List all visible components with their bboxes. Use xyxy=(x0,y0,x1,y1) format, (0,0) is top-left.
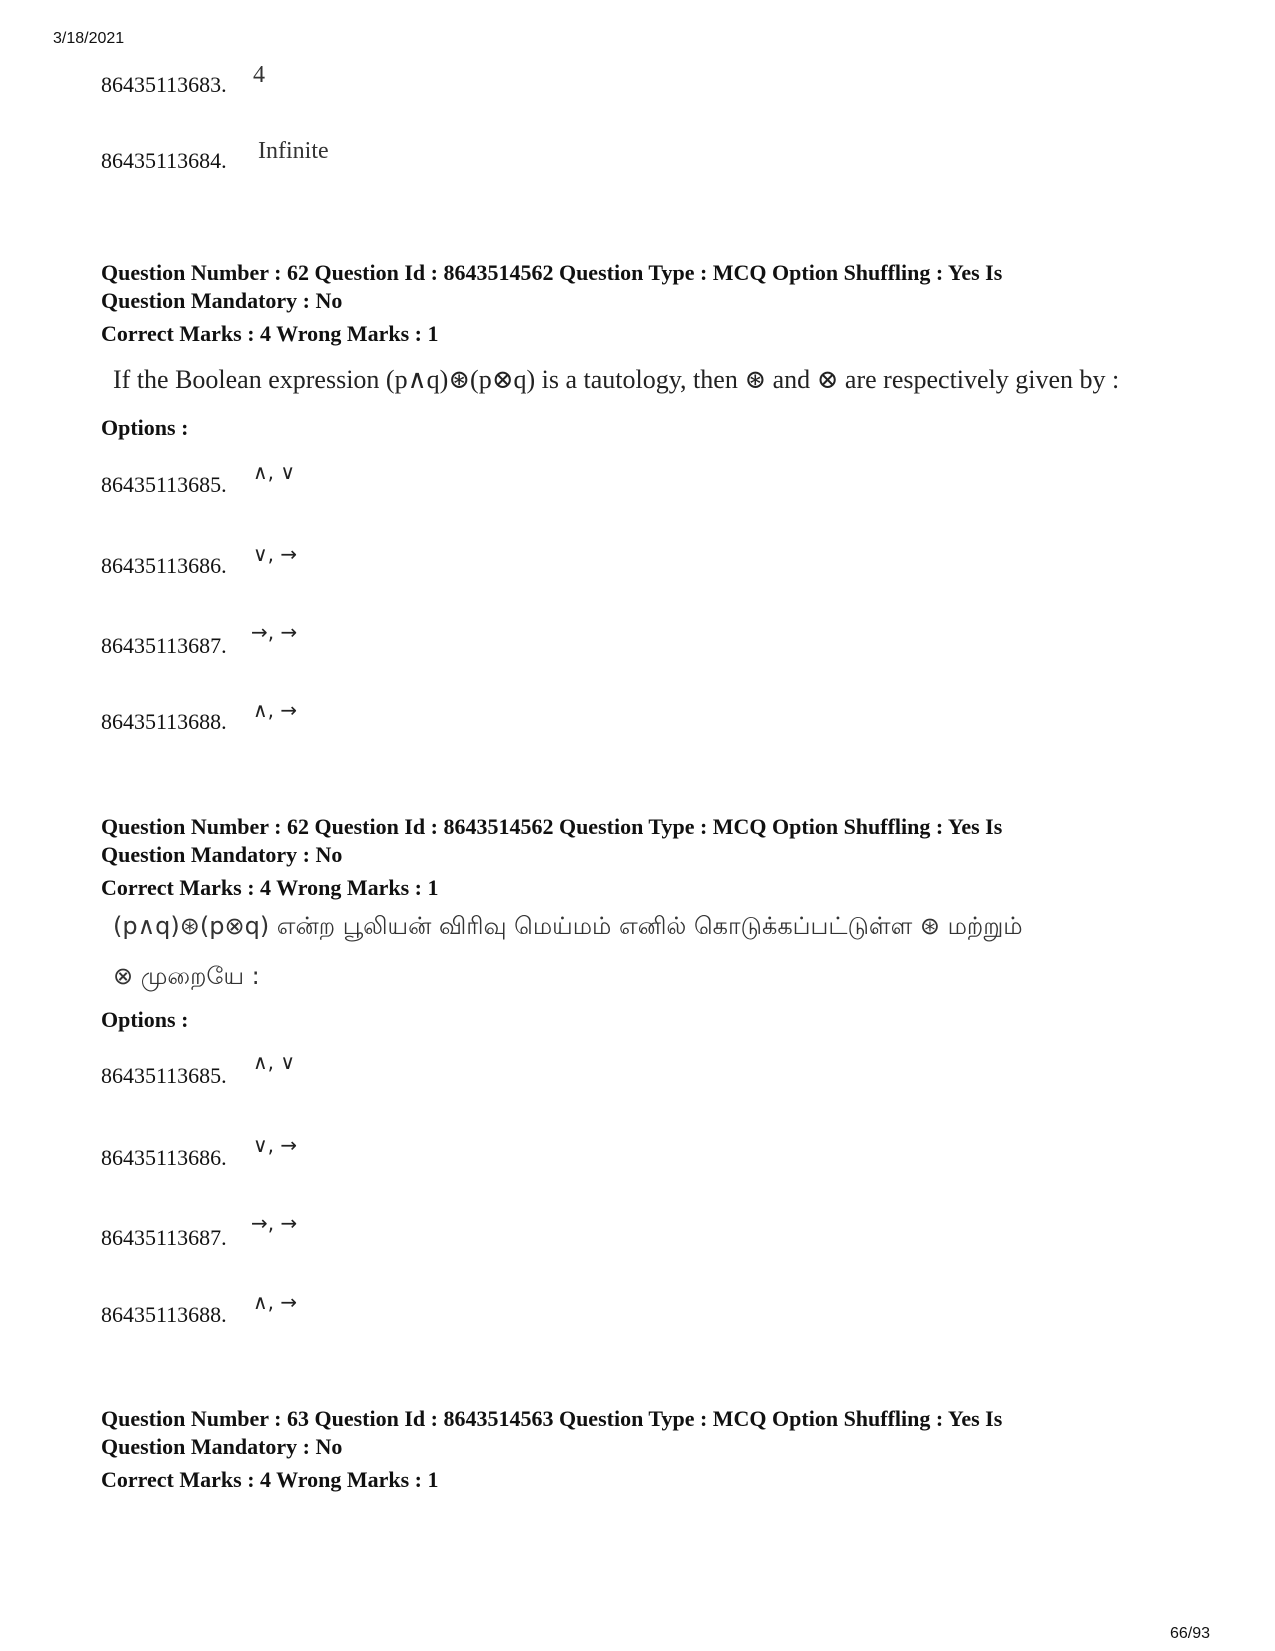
option-value: ∨, → xyxy=(253,542,298,566)
question-header-line1: Question Number : 62 Question Id : 8643514562 Question Type : MCQ Option Shuffling : Yes Is xyxy=(101,260,1003,285)
option-value: →, → xyxy=(251,620,298,644)
option-id: 86435113686. xyxy=(101,553,227,578)
options-label: Options : xyxy=(101,1007,189,1032)
option-id: 86435113686. xyxy=(101,1145,227,1170)
question-header-line2: Question Mandatory : No xyxy=(101,842,343,867)
option-id: 86435113685. xyxy=(101,472,227,497)
option-value: →, → xyxy=(251,1211,298,1235)
question-text: If the Boolean expression (p∧q)⊛(p⊗q) is a tautology, then ⊛ and ⊗ are respectively given by : xyxy=(113,365,1120,394)
option-value: ∨, → xyxy=(253,1133,298,1157)
print-date: 3/18/2021 xyxy=(53,30,125,47)
option-id: 86435113683. xyxy=(101,72,227,97)
option-value: 4 xyxy=(253,62,265,88)
option-value: ∧, → xyxy=(253,1290,298,1314)
option-id: 86435113687. xyxy=(101,633,227,658)
option-value: ∧, ∨ xyxy=(253,460,295,484)
question-text-line2: ⊗ முறையே : xyxy=(113,962,260,990)
options-label: Options : xyxy=(101,415,189,440)
option-id: 86435113688. xyxy=(101,1302,227,1327)
question-header-line2: Question Mandatory : No xyxy=(101,288,343,313)
option-id: 86435113685. xyxy=(101,1063,227,1088)
question-header-line2: Question Mandatory : No xyxy=(101,1434,343,1459)
question-marks: Correct Marks : 4 Wrong Marks : 1 xyxy=(101,875,439,900)
option-id: 86435113687. xyxy=(101,1225,227,1250)
question-marks: Correct Marks : 4 Wrong Marks : 1 xyxy=(101,321,439,346)
option-value: Infinite xyxy=(258,138,329,164)
option-value: ∧, → xyxy=(253,698,298,722)
page-number: 66/93 xyxy=(1170,1625,1211,1642)
question-text-line1: (p∧q)⊛(p⊗q) என்ற பூலியன் விரிவு மெய்மம் எனில் கொடுக்கப்பட்டுள்ள ⊛ மற்றும் xyxy=(113,912,1023,940)
option-id: 86435113684. xyxy=(101,148,227,173)
question-header-line1: Question Number : 63 Question Id : 8643514563 Question Type : MCQ Option Shuffling : Yes Is xyxy=(101,1406,1003,1431)
question-marks: Correct Marks : 4 Wrong Marks : 1 xyxy=(101,1467,439,1492)
option-id: 86435113688. xyxy=(101,709,227,734)
option-value: ∧, ∨ xyxy=(253,1050,295,1074)
question-header-line1: Question Number : 62 Question Id : 8643514562 Question Type : MCQ Option Shuffling : Yes Is xyxy=(101,814,1003,839)
